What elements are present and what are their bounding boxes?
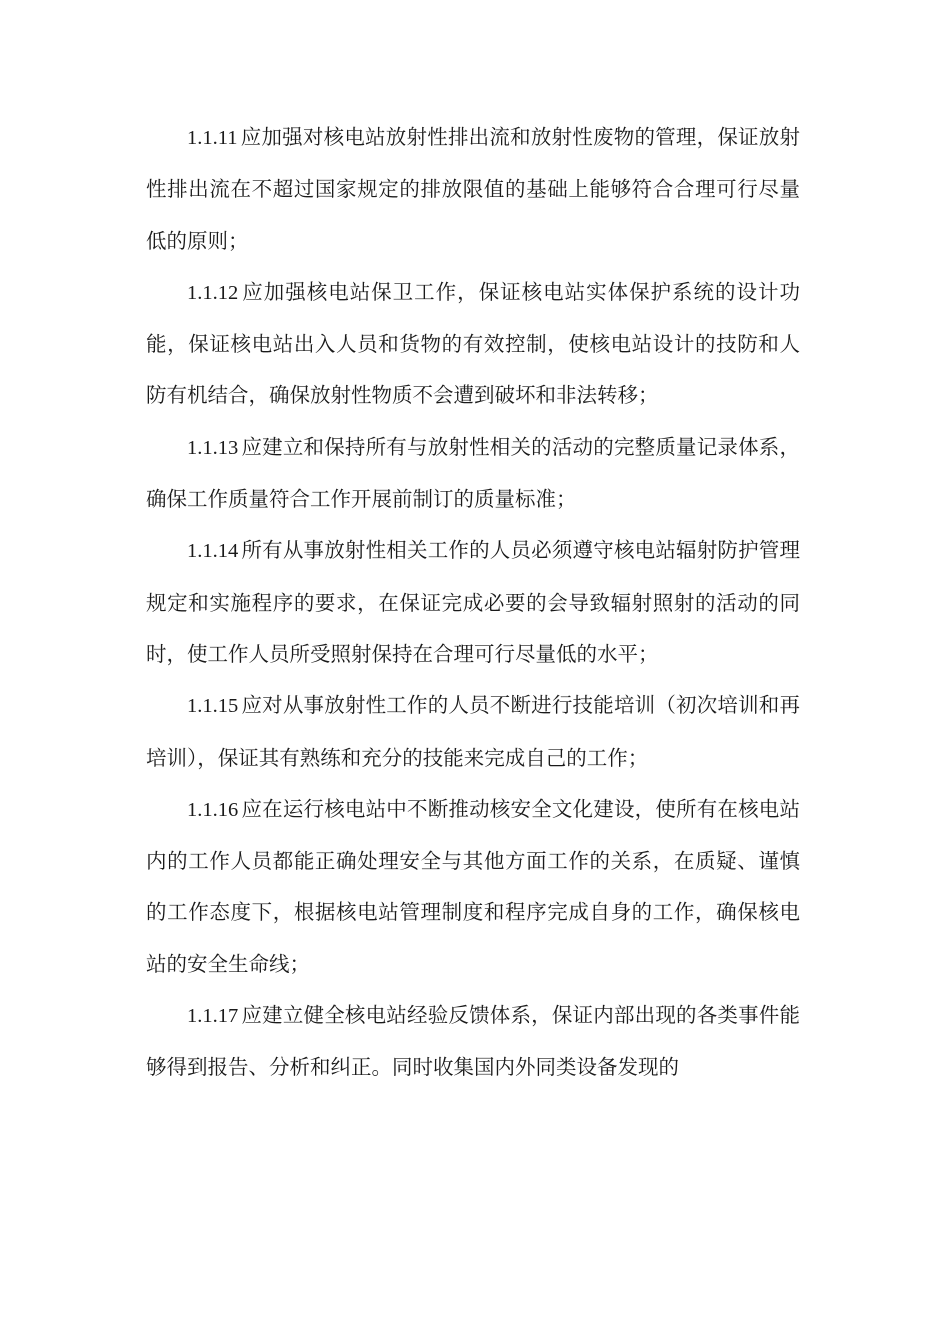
clause-text: 应在运行核电站中不断推动核安全文化建设，使所有在核电站内的工作人员都能正确处理安全与其他方面工作的关系，在质疑、谨慎的工作态度下，根据核电站管理制度和程序完成自身的工作，确保核电站的安全生命线； (146, 796, 800, 976)
paragraph-1-1-12 (146, 267, 800, 422)
document-body (146, 112, 800, 1094)
clause-text: 应对从事放射性工作的人员不断进行技能培训（初次培训和再培训），保证其有熟练和充分的技能来完成自己的工作； (146, 693, 800, 770)
clause-text: 应建立健全核电站经验反馈体系，保证内部出现的各类事件能够得到报告、分析和纠正。同时收集国内外同类设备发现的 (146, 1003, 800, 1080)
clause-number: 1.1.11 (187, 127, 238, 149)
clause-number: 1.1.13 (187, 436, 239, 459)
paragraph-1-1-11 (146, 112, 800, 267)
clause-text: 应加强对核电站放射性排出流和放射性废物的管理，保证放射性排出流在不超过国家规定的排放限值的基础上能够符合合理可行尽量低的原则； (146, 125, 800, 253)
paragraph-1-1-13 (146, 422, 800, 526)
clause-text: 应加强核电站保卫工作，保证核电站实体保护系统的设计功能，保证核电站出入人员和货物的有效控制，使核电站设计的技防和人防有机结合，确保放射性物质不会遭到破坏和非法转移； (146, 279, 800, 408)
clause-number: 1.1.16 (187, 798, 239, 821)
clause-text: 所有从事放射性相关工作的人员必须遵守核电站辐射防护管理规定和实施程序的要求，在保证完成必要的会导致辐射照射的活动的同时，使工作人员所受照射保持在合理可行尽量低的水平； (146, 538, 800, 666)
clause-number: 1.1.12 (187, 281, 239, 304)
clause-number: 1.1.17 (187, 1005, 239, 1028)
clause-text: 应建立和保持所有与放射性相关的活动的完整质量记录体系，确保工作质量符合工作开展前制订的质量标准； (146, 434, 800, 512)
clause-number: 1.1.14 (187, 540, 239, 563)
clause-number: 1.1.15 (187, 695, 239, 718)
paragraph-1-1-15 (146, 680, 800, 784)
paragraph-1-1-14 (146, 525, 800, 680)
paragraph-1-1-16 (146, 784, 800, 990)
paragraph-1-1-17 (146, 990, 800, 1094)
